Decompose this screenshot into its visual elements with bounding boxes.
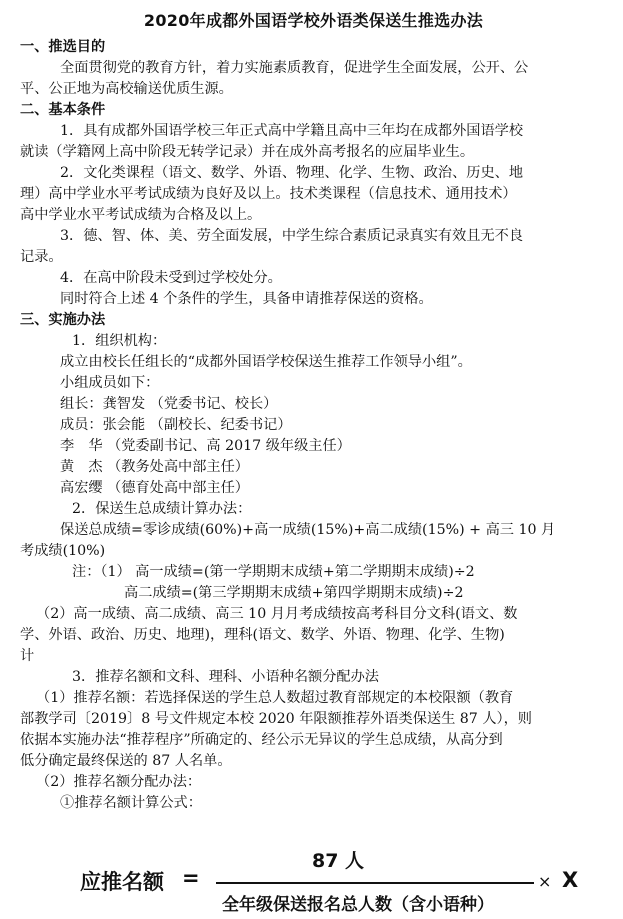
- paragraph-line: （2）推荐名额分配办法：: [36, 774, 202, 790]
- paragraph-line: 3．德、智、体、美、劳全面发展，中学生综合素质记录真实有效且无不良: [60, 228, 524, 244]
- note-line: 高二成绩=(第三学期期末成绩+第四学期期末成绩)÷2: [124, 585, 464, 601]
- section-heading-purpose: 一、推选目的: [20, 39, 106, 55]
- fraction-bar: [216, 882, 534, 884]
- formula-numerator: 87 人: [312, 850, 365, 872]
- note-line: 注：（1） 高一成绩=(第一学期期末成绩+第二学期期末成绩)÷2: [72, 564, 475, 580]
- formula-equals-sign: =: [182, 866, 200, 890]
- paragraph-line: 2．文化类课程（语文、数学、外语、物理、化学、生物、政治、历史、地: [60, 165, 524, 181]
- paragraph-line: 保送总成绩=零诊成绩(60%)+高一成绩(15%)+高二成绩(15%) + 高三 10 月: [60, 522, 556, 538]
- member-line: 李 华 （党委副书记、高 2017 级年级主任）: [60, 438, 351, 454]
- formula-variable: X: [562, 868, 579, 892]
- document-title: 2020年成都外国语学校外语类保送生推选办法: [143, 11, 484, 30]
- member-line: 黄 杰 （教务处高中部主任）: [60, 459, 249, 475]
- formula-denominator: 全年级保送报名总人数（含小语种）: [222, 895, 494, 915]
- quota-formula: [80, 842, 600, 914]
- paragraph-line: 全面贯彻党的教育方针，着力实施素质教育，促进学生全面发展，公开、公: [60, 60, 529, 76]
- paragraph-line: （1）推荐名额：若选择保送的学生总人数超过教育部规定的本校限额（教育: [36, 690, 514, 706]
- paragraph-line: ①推荐名额计算公式：: [60, 795, 202, 811]
- paragraph-line: 高中学业水平考试成绩为合格及以上。: [20, 207, 262, 223]
- formula-label: 应推名额: [80, 870, 164, 894]
- paragraph-line: 依据本实施办法“推荐程序”所确定的、经公示无异议的学生总成绩，从高分到: [20, 732, 503, 748]
- paragraph-line: 4．在高中阶段未受到过学校处分。: [60, 270, 282, 286]
- member-line: 组长：龚智发 （党委书记、校长）: [60, 396, 278, 412]
- paragraph-line: 理）高中学业水平考试成绩为良好及以上。技术类课程（信息技术、通用技术）: [20, 186, 517, 202]
- paragraph-line: 成立由校长任组长的“成都外国语学校保送生推荐工作领导小组”。: [60, 354, 472, 370]
- note-line: 计: [20, 648, 35, 664]
- section-heading-conditions: 二、基本条件: [20, 102, 106, 118]
- paragraph-line: 就读（学籍网上高中阶段无转学记录）并在成外高考报名的应届毕业生。: [20, 144, 475, 160]
- paragraph-line: 1．具有成都外国语学校三年正式高中学籍且高中三年均在成都外国语学校: [60, 123, 524, 139]
- subsection-title: 3．推荐名额和文科、理科、小语种名额分配办法: [72, 669, 379, 685]
- subsection-title: 2．保送生总成绩计算办法：: [72, 501, 252, 517]
- paragraph-line: 记录。: [20, 249, 63, 265]
- note-line: （2）高一成绩、高二成绩、高三 10 月月考成绩按高考科目分文科(语文、数: [36, 606, 518, 622]
- note-line: 学、外语、政治、历史、地理)，理科(语文、数学、外语、物理、化学、生物): [20, 627, 505, 643]
- section-heading-implementation: 三、实施办法: [20, 312, 106, 328]
- paragraph-line: 小组成员如下：: [60, 375, 160, 391]
- paragraph-line: 平、公正地为高校输送优质生源。: [20, 81, 233, 97]
- paragraph-line: 低分确定最终保送的 87 人名单。: [20, 753, 232, 769]
- subsection-title: 1．组织机构：: [72, 333, 167, 349]
- paragraph-line: 同时符合上述 4 个条件的学生，具备申请推荐保送的资格。: [60, 291, 433, 307]
- paragraph-line: 部教学司〔2019〕8 号文件规定本校 2020 年限额推荐外语类保送生 87 人），则: [20, 711, 532, 727]
- paragraph-line: 考成绩(10%): [20, 543, 106, 559]
- member-line: 高宏缨 （德育处高中部主任）: [60, 480, 249, 496]
- member-line: 成员：张会能 （副校长、纪委书记）: [60, 417, 292, 433]
- multiply-sign: ×: [538, 872, 552, 891]
